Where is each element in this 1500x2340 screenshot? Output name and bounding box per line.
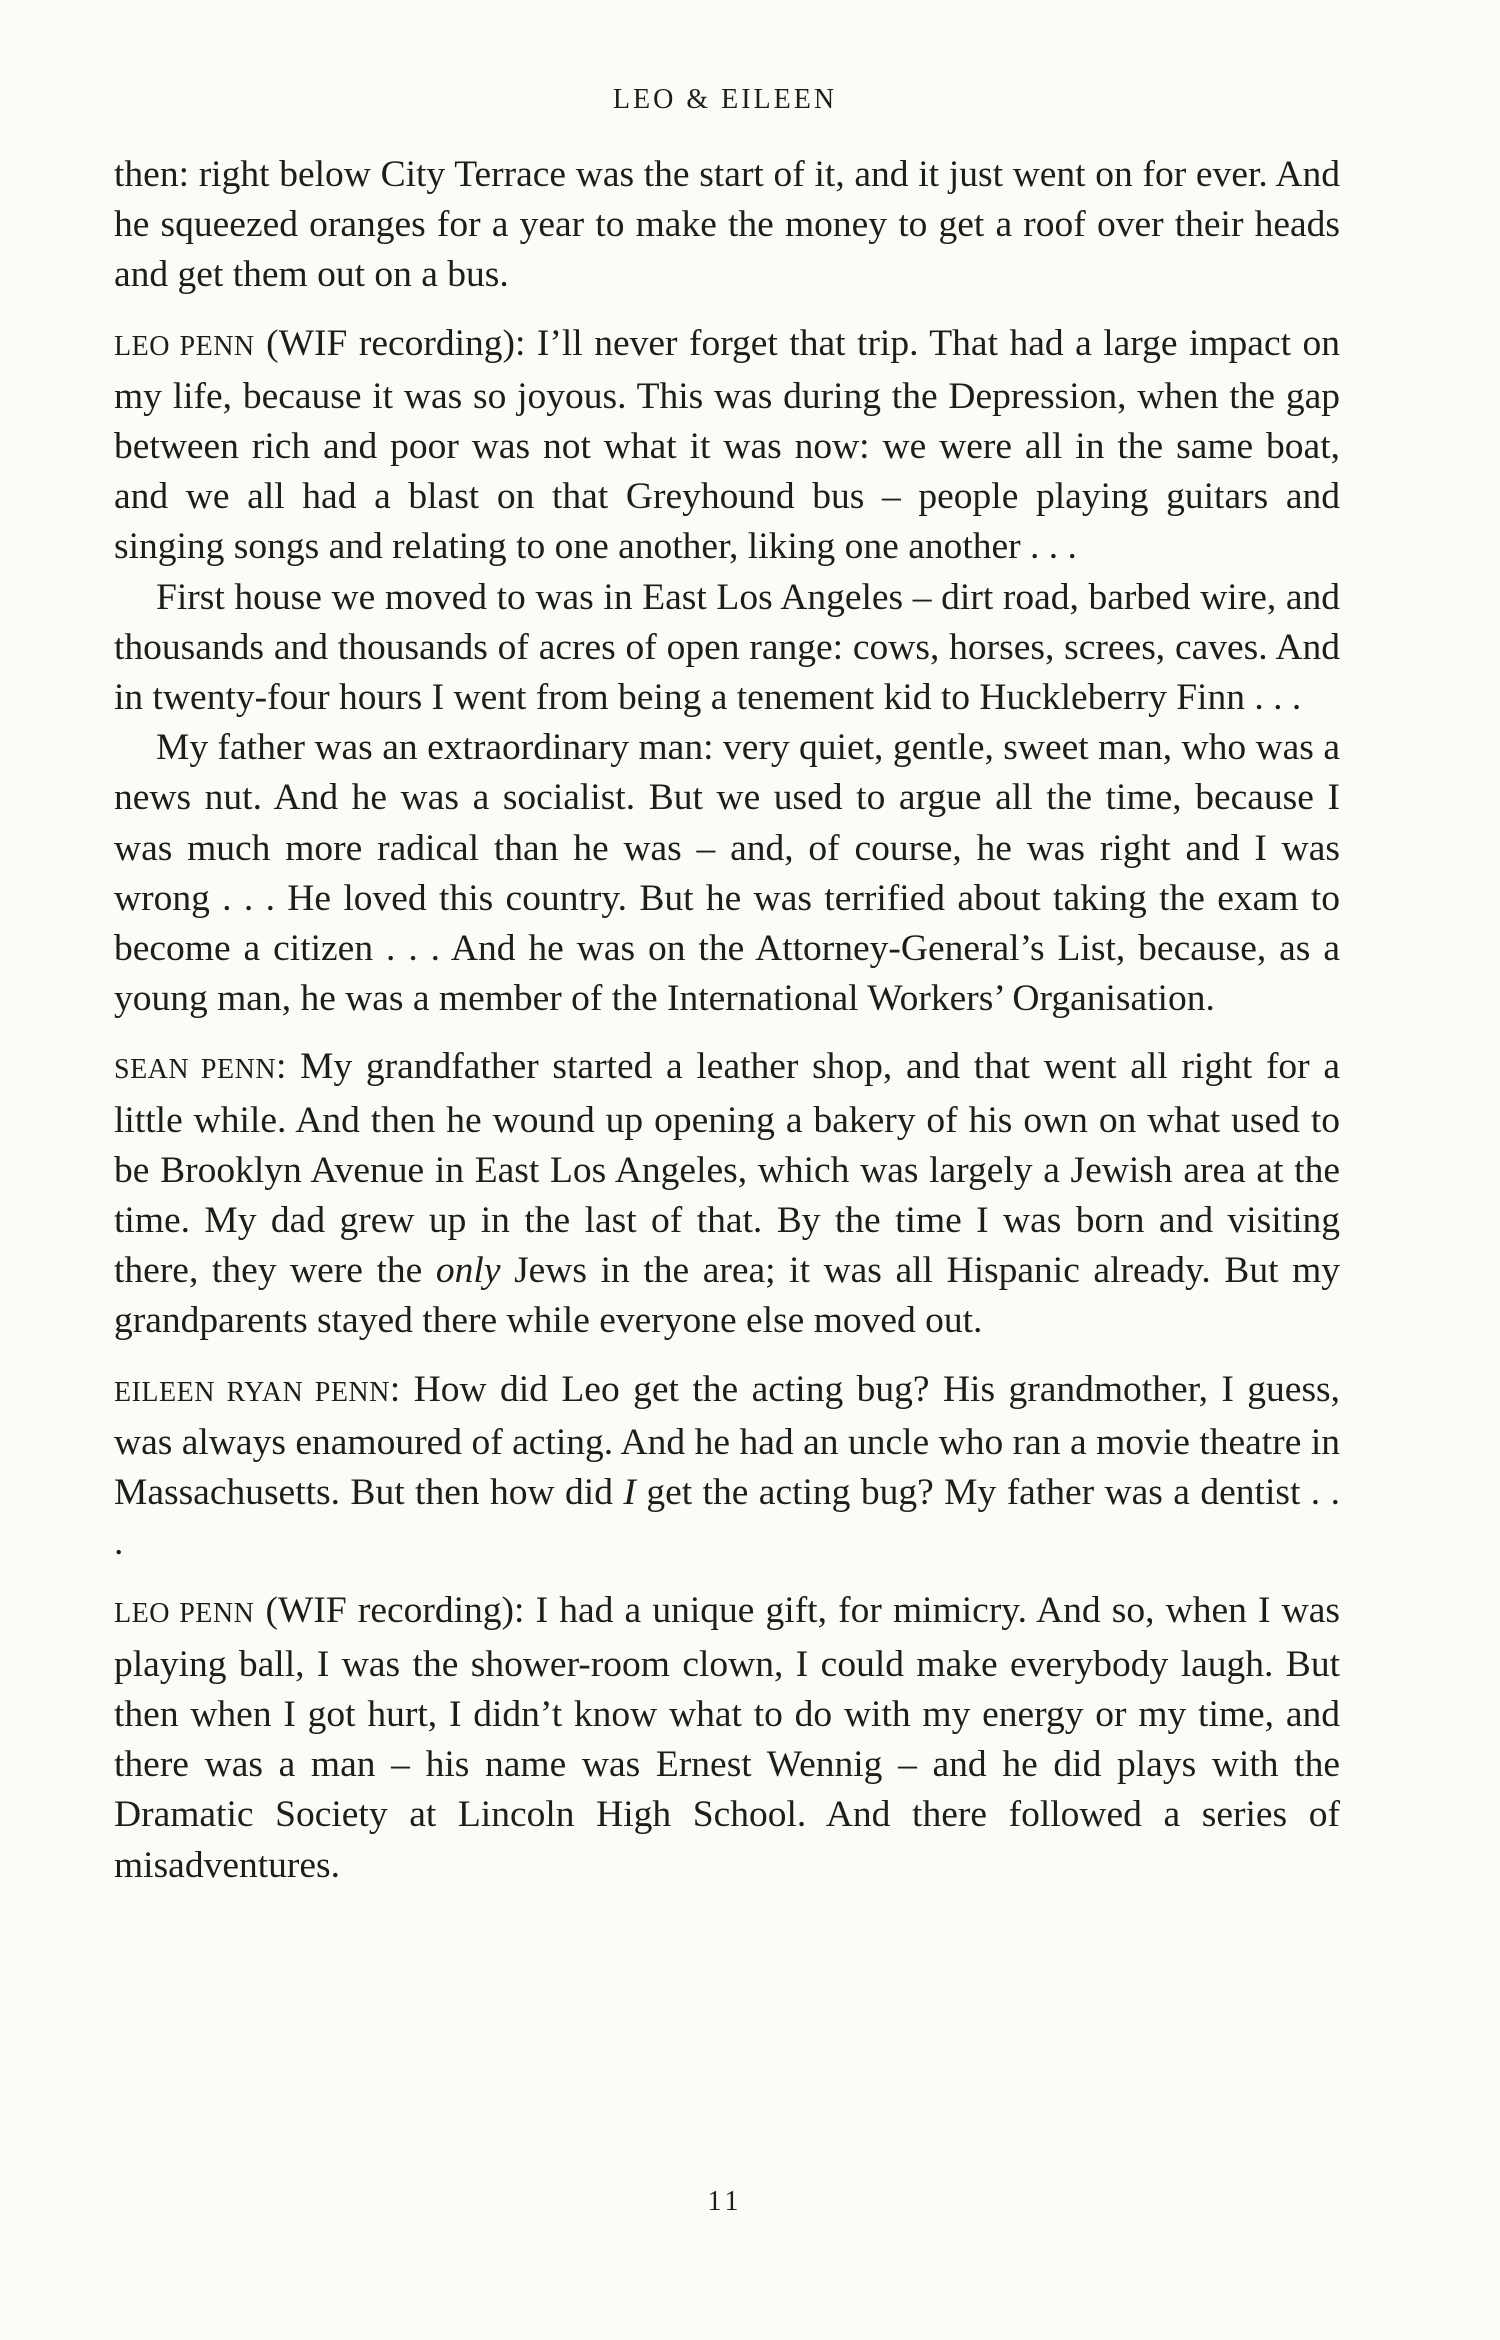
paragraph-text: : My grandfather started a leather shop, and that went all right for a little while. And then he wound up opening a bakery of his own on what used to be Brooklyn Avenue in East Los Angeles, which was largely a Jewish area at the time. My dad grew up in the last of that. By the time I was born and visiting there, they were the — [114, 1046, 1340, 1292]
page-number: 11 — [707, 2186, 743, 2217]
paragraph-sean-penn — [114, 1042, 1340, 1346]
emphasis-text: I — [623, 1472, 636, 1514]
paragraph-text-after: Jews in the area; it was all Hispanic already. But my grandparents stayed there while everyone else moved out. — [114, 1250, 1340, 1342]
paragraph-text: then: right below City Terrace was the start of it, and it just went on for ever. And he squeezed oranges for a year to make the money to get a roof over their heads and get them out on a bus. — [114, 154, 1340, 296]
paragraph-leo-penn-2 — [114, 1586, 1340, 1890]
running-head: LEO & EILEEN — [612, 84, 838, 115]
paragraph-text: My father was an extraordinary man: very quiet, gentle, sweet man, who was a news nut. And he was a socialist. But we used to argue all the time, because I was much more radical than he was – and, of course, he was right and I was wrong . . . He loved this country. But he was terrified about taking the exam to become a citizen . . . And he was on the Attorney-General’s List, because, as a young man, he was a member of the International Workers’ Organisation. — [114, 727, 1340, 1020]
speaker-label: LEO PENN — [114, 330, 255, 362]
paragraph-text-after: get the acting bug? My father was a dentist . . . — [114, 1472, 1340, 1564]
paragraph-text: (WIF recording): I’ll never forget that trip. That had a large impact on my life, because it was so joyous. This was during the Depression, when the gap between rich and poor was not what it was now: we were all in the same boat, and we all had a blast on that Greyhound bus – people playing guitars and singing songs and relating to one another, liking one another . . . — [114, 322, 1340, 568]
paragraph-leo-penn-1 — [114, 319, 1340, 573]
emphasis-text: only — [435, 1250, 501, 1292]
paragraph-text: : How did Leo get the acting bug? His grandmother, I guess, was always enamoured of acting. And he had an uncle who ran a movie theatre in Massachusetts. But then how did — [114, 1368, 1341, 1514]
paragraph-continuation — [114, 150, 1340, 301]
body-text — [114, 150, 1340, 1891]
paragraph-first-house — [114, 573, 1340, 724]
paragraph-father — [114, 723, 1340, 1024]
paragraph-text: First house we moved to was in East Los Angeles – dirt road, barbed wire, and thousands and thousands of acres of open range: cows, horses, screes, caves. And in twenty-four hours I went from being a tenement kid to Huckleberry Finn . . . — [114, 576, 1340, 719]
paragraph-eileen-ryan-penn — [114, 1365, 1340, 1569]
speaker-label: EILEEN RYAN PENN — [114, 1376, 390, 1408]
paragraph-text: (WIF recording): I had a unique gift, for mimicry. And so, when I was playing ball, I was the shower-room clown, I could make everybody laugh. But then when I got hurt, I didn’t know what to do with my energy or my time, and there was a man – his name was Ernest Wennig – and he did plays with the Dramatic Society at Lincoln High School. And there followed a series of misadventures. — [114, 1590, 1341, 1886]
speaker-label: SEAN PENN — [114, 1054, 277, 1086]
speaker-label: LEO PENN — [114, 1598, 255, 1630]
